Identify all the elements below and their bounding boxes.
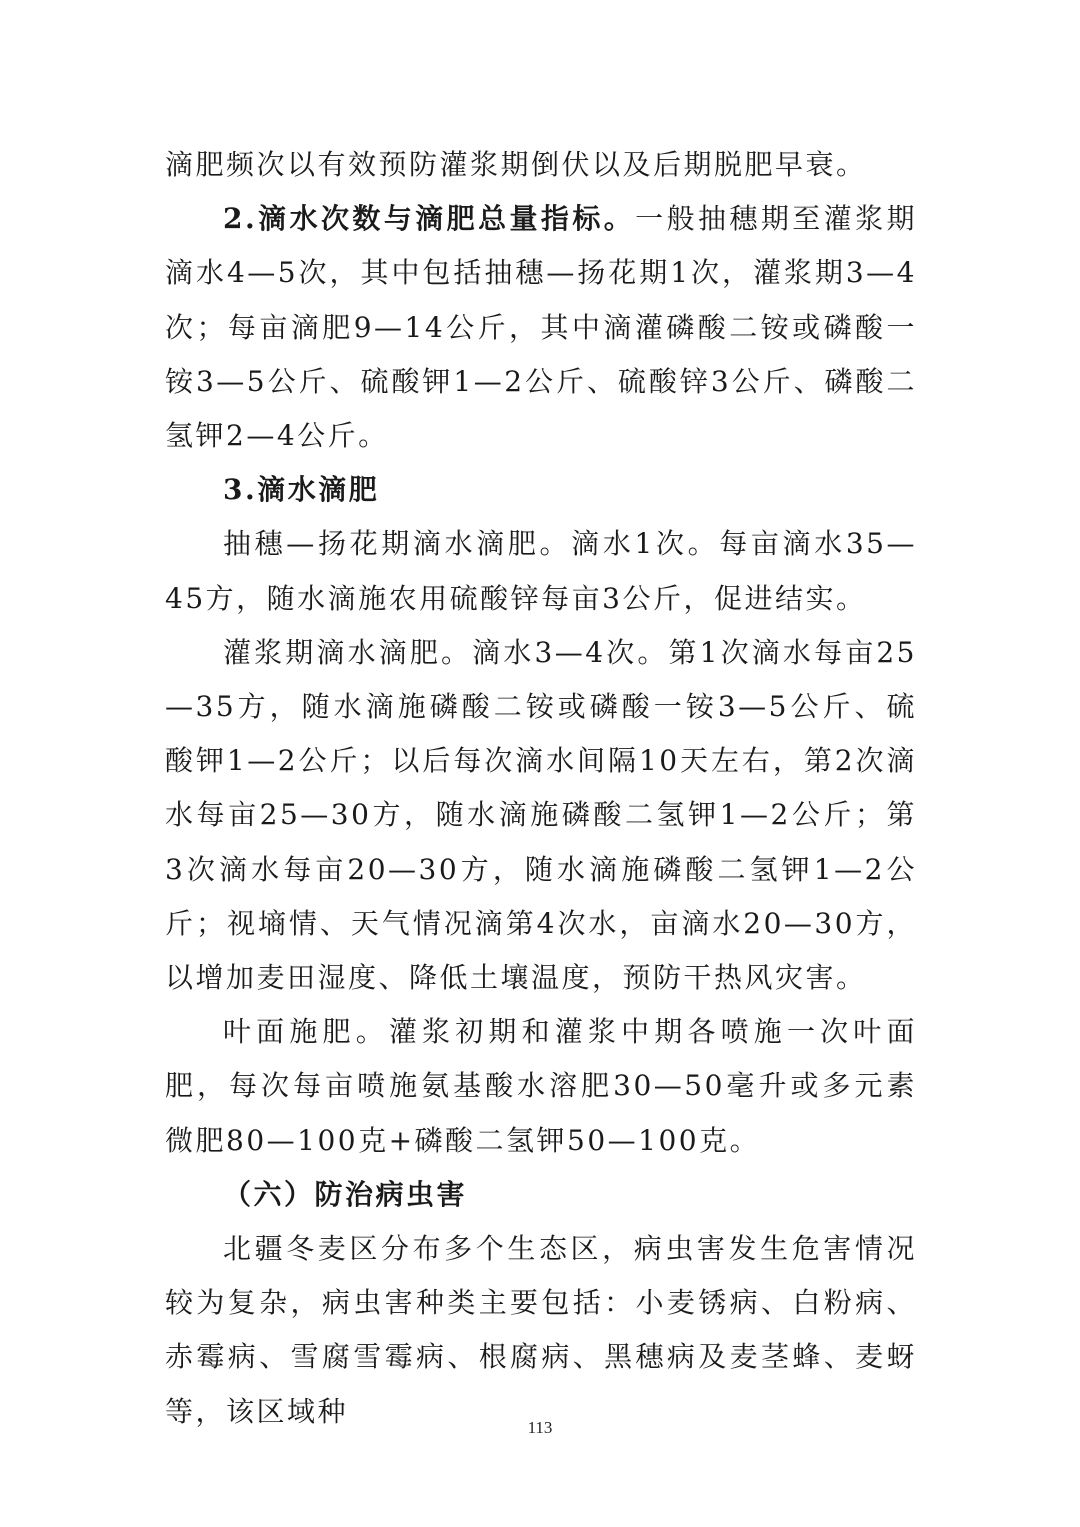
paragraph-foliar: 叶面施肥。灌浆初期和灌浆中期各喷施一次叶面肥，每次每亩喷施氨基酸水溶肥30—50毫升或多元素微肥80—100克+磷酸二氢钾50—100克。	[165, 1015, 917, 1157]
section-heading-drip-count: 2.滴水次数与滴肥总量指标。	[223, 202, 636, 236]
paragraph-continuation: 滴肥频次以有效预防灌浆期倒伏以及后期脱肥早衰。	[165, 148, 867, 181]
section-heading-pest-control: （六）防治病虫害	[223, 1177, 468, 1211]
paragraph-drip-count	[165, 192, 917, 463]
paragraph-pest-control: 北疆冬麦区分布多个生态区，病虫害发生危害情况较为复杂，病虫害种类主要包括：小麦锈病、白粉病、赤霉病、雪腐雪霉病、根腐病、黑穗病及麦茎蜂、麦蚜等，该区域种	[165, 1232, 917, 1428]
page-number: 113	[527, 1418, 553, 1437]
body-text	[165, 138, 917, 1439]
paragraph-grain-filling: 灌浆期滴水滴肥。滴水3—4次。第1次滴水每亩25—35方，随水滴施磷酸二铵或磷酸一铵3—5公斤、硫酸钾1—2公斤；以后每次滴水间隔10天左右，第2次滴水每亩25—30方，随水滴施磷酸二氢钾1—2公斤；第3次滴水每亩20—30方，随水滴施磷酸二氢钾1—2公斤；视墒情、天气情况滴第4次水，亩滴水20—30方，以增加麦田湿度、降低土壤温度，预防干热风灾害。	[165, 635, 917, 995]
paragraph-drip-count-body: 一般抽穗期至灌浆期滴水4—5次，其中包括抽穗—扬花期1次，灌浆期3—4次；每亩滴肥9—14公斤，其中滴灌磷酸二铵或磷酸一铵3—5公斤、硫酸钾1—2公斤、硫酸锌3公斤、磷酸二氢钾2—4公斤。	[165, 202, 917, 453]
paragraph-heading-flowering: 抽穗—扬花期滴水滴肥。滴水1次。每亩滴水35—45方，随水滴施农用硫酸锌每亩3公斤，促进结实。	[165, 527, 917, 615]
section-heading-drip-fertilize: 3.滴水滴肥	[223, 473, 380, 507]
